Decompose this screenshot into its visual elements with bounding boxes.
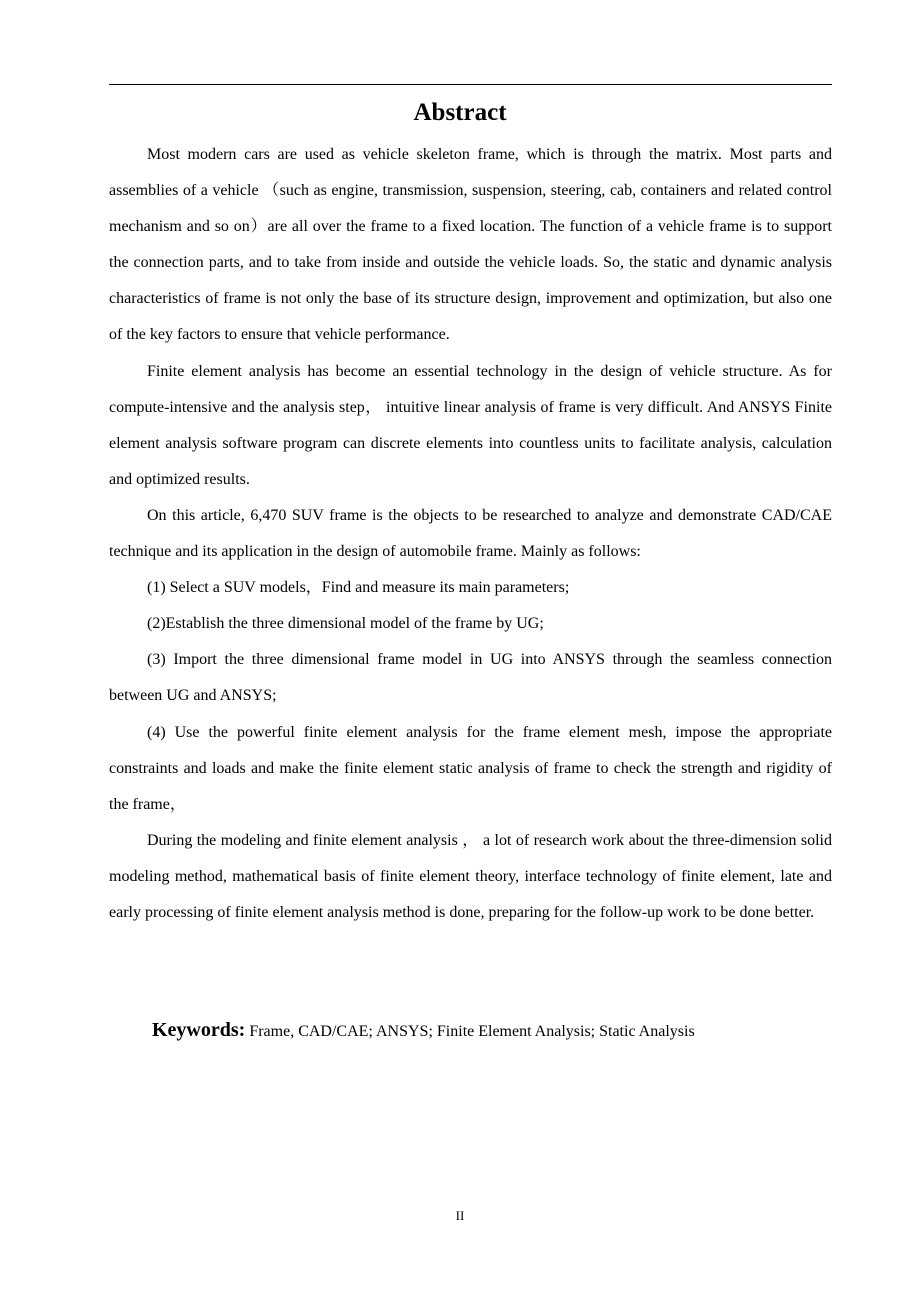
page-title: Abstract	[413, 99, 507, 126]
abstract-paragraph: During the modeling and finite element analysis ， a lot of research work about the three-dimension solid modeling method, mathematical basis of finite element theory, interface technology of finite element, late and early processing of finite element analysis method is done, preparing for the follow-up work to be done better.	[109, 831, 832, 921]
abstract-body	[109, 137, 832, 931]
page-number: II	[455, 1208, 465, 1223]
abstract-list-item: (2)Establish the three dimensional model of the frame by UG;	[147, 615, 544, 633]
keywords-value: Frame, CAD/CAE; ANSYS; Finite Element Analysis; Static Analysis	[245, 1023, 695, 1040]
abstract-list-item: (3) Import the three dimensional frame model in UG into ANSYS through the seamless connection between UG and ANSYS;	[109, 651, 832, 705]
abstract-list-item: (1) Select a SUV models，Find and measure its main parameters;	[147, 579, 570, 597]
abstract-paragraph: Most modern cars are used as vehicle skeleton frame, which is through the matrix. Most parts and assemblies of a vehicle （such as engine, transmission, suspension, steering, cab, containers and related control mechanism and so on）are all over the frame to a fixed location. The function of a vehicle frame is to support the connection parts, and to take from inside and outside the vehicle loads. So, the static and dynamic analysis characteristics of frame is not only the base of its structure design, improvement and optimization, but also one of the key factors to ensure that vehicle performance.	[109, 146, 832, 344]
abstract-paragraph: On this article, 6,470 SUV frame is the objects to be researched to analyze and demonstrate CAD/CAE technique and its application in the design of automobile frame. Mainly as follows:	[109, 506, 832, 561]
keywords-label: Keywords:	[152, 1019, 246, 1041]
abstract-paragraph: Finite element analysis has become an essential technology in the design of vehicle structure. As for compute-intensive and the analysis step， intuitive linear analysis of frame is very difficult. And ANSYS Finite element analysis software program can discrete elements into countless units to facilitate analysis, calculation and optimized results.	[109, 362, 832, 488]
header-rule	[109, 84, 832, 85]
abstract-list-item: (4) Use the powerful finite element analysis for the frame element mesh, impose the appropriate constraints and loads and make the finite element static analysis of frame to check the strength and rigidity of the frame，	[109, 723, 832, 813]
keywords-line	[152, 1012, 852, 1050]
